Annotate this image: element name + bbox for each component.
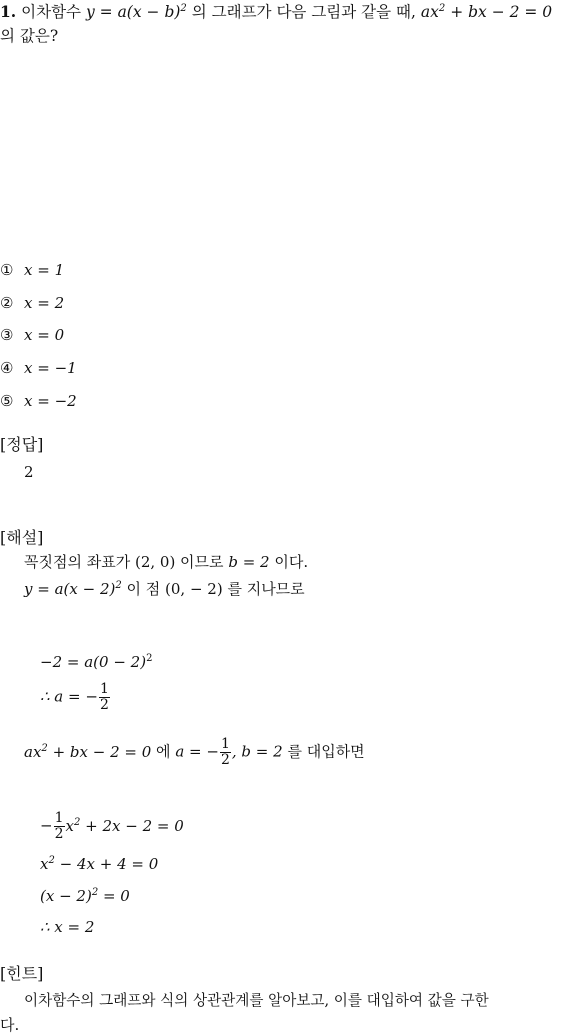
- explanation-heading: [해설]: [0, 528, 44, 547]
- equation-4: $x^2 - 4x + 4 = 0$: [40, 855, 159, 873]
- equation-3: − $\frac{1}{2}$ $x^2 + 2x - 2 = 0$: [40, 810, 184, 842]
- hint-line-1: 이차함수의 그래프와 식의 상관관계를 알아보고, 이를 대입하여 값을 구한: [24, 992, 489, 1009]
- graph-figure-area: [0, 60, 574, 250]
- problem-number: 1.: [0, 2, 17, 21]
- answer-heading: [정답]: [0, 435, 44, 454]
- choice-3[interactable]: ③ x = 0: [0, 326, 65, 344]
- equation-1: $-2 = a(0 - 2)^2$: [40, 653, 153, 671]
- equation-6: ∴ x = 2: [40, 918, 95, 936]
- problem-line-1: [0, 4, 552, 21]
- hint-line-2: 다.: [0, 1016, 20, 1034]
- answer-value: 2: [24, 463, 34, 481]
- choice-4[interactable]: ④ x = −1: [0, 359, 77, 377]
- hint-heading: [힌트]: [0, 964, 44, 983]
- problem-line-2: 의 값은?: [0, 27, 59, 45]
- choice-2[interactable]: ② x = 2: [0, 294, 65, 312]
- fraction-one-half: $\frac{1}{2}$: [99, 681, 109, 713]
- problem-equation: $ax^2$ + bx − 2 = 0: [420, 3, 553, 21]
- equation-5: $(x - 2)^2 = 0$: [40, 887, 130, 905]
- problem-text-a: 이차함수: [21, 3, 82, 21]
- equation-2: ∴ a = − $\frac{1}{2}$: [40, 681, 109, 713]
- problem-function: $y = a(x - b)^2$: [85, 3, 187, 21]
- problem-text-b: 의 그래프가 다음 그림과 같을 때,: [191, 3, 416, 21]
- fraction-one-half: $\frac{1}{2}$: [54, 810, 64, 842]
- choice-5[interactable]: ⑤ x = −2: [0, 392, 77, 410]
- fraction-one-half: $\frac{1}{2}$: [220, 736, 230, 768]
- substitution-line: $ax^2$ + bx − 2 = 0 에 a = − $\frac{1}{2}$ , b = 2 를 대입하면: [24, 736, 365, 768]
- choice-1[interactable]: ① x = 1: [0, 261, 65, 279]
- explanation-line-2: $y = a(x - 2)^2$ 이 점 (0, − 2) 를 지나므로: [24, 580, 305, 598]
- explanation-line-1: 꼭짓점의 좌표가 (2, 0) 이므로 b = 2 이다.: [24, 553, 309, 571]
